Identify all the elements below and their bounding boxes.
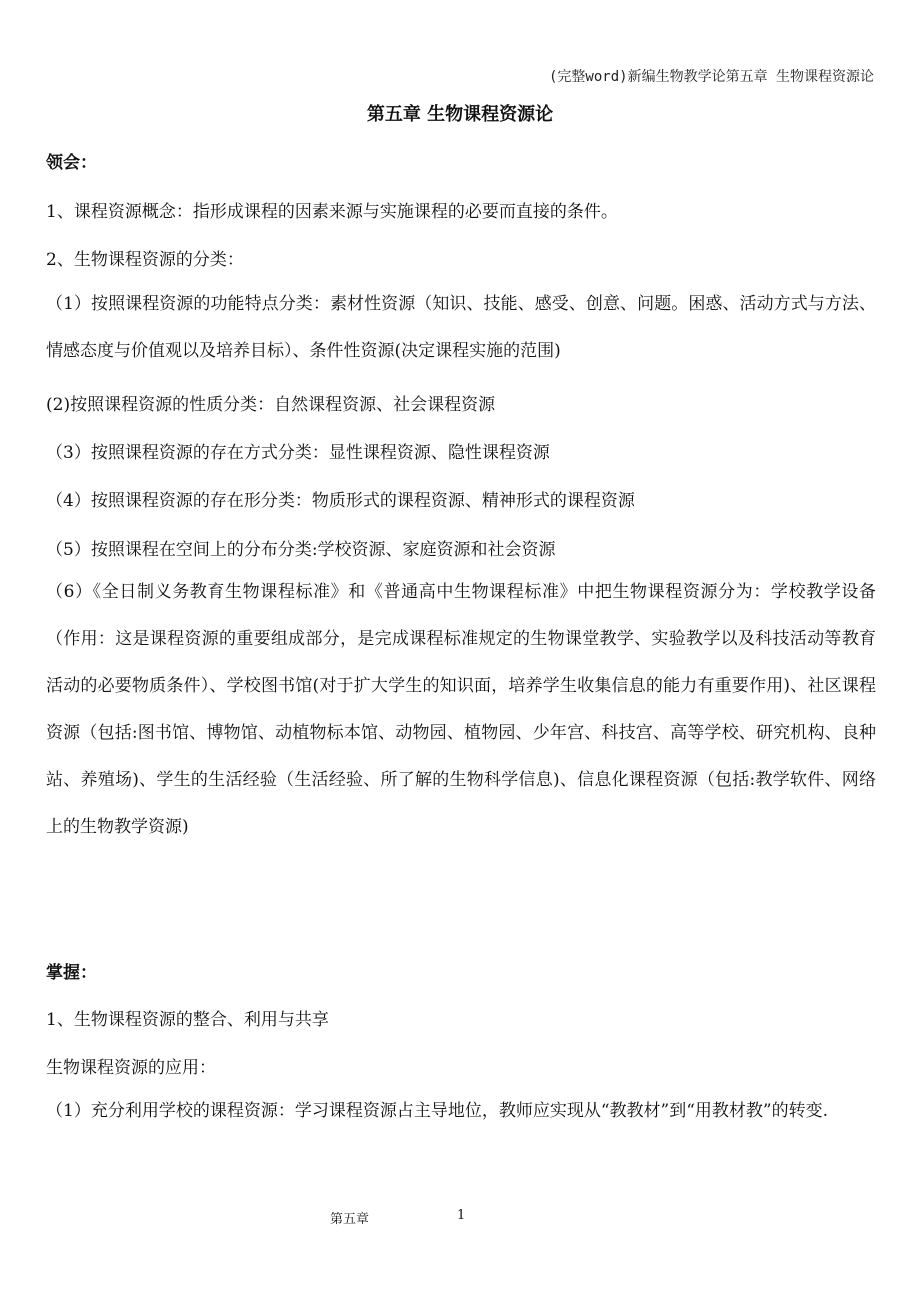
item-integration: 1、生物课程资源的整合、利用与共享	[46, 1010, 329, 1030]
paragraph-curriculum-standard: （6）《全日制义务教育生物课程标准》和《普通高中生物课程标准》中把生物课程资源分为：学校教学设备（作用：这是课程资源的重要组成部分，是完成课程标准规定的生物课堂教学、实验教学以及科技活动等教育活动的必要物质条件）、学校图书馆(对于扩大学生的知识面，培养学生收集信息的能力有重要作用)、社区课程资源（包括:图书馆、博物馆、动植物标本馆、动物园、植物园、少年宫、科技宫、高等学校、研究机构、良种站、养殖场)、学生的生活经验（生活经验、所了解的生物科学信息)、信息化课程资源（包括:教学软件、网络上的生物教学资源)	[46, 582, 876, 837]
item-concept: 1、课程资源概念：指形成课程的因素来源与实施课程的必要而直接的条件。	[46, 202, 618, 222]
subheading-application: 生物课程资源的应用：	[46, 1058, 216, 1078]
paragraph-nature-classification: (2)按照课程资源的性质分类：自然课程资源、社会课程资源	[46, 395, 496, 415]
footer-chapter: 第五章	[330, 1212, 370, 1227]
section-heading-understand: 领会：	[46, 153, 97, 173]
paragraph-existence-form-classification: （4）按照课程资源的存在形分类：物质形式的课程资源、精神形式的课程资源	[46, 491, 635, 511]
paragraph-existence-mode-classification: （3）按照课程资源的存在方式分类：显性课程资源、隐性课程资源	[46, 443, 550, 463]
section-heading-master: 掌握：	[46, 963, 97, 983]
page-title: 第五章 生物课程资源论	[366, 104, 554, 125]
item-classification: 2、生物课程资源的分类：	[46, 250, 244, 270]
paragraph-space-classification: （5）按照课程在空间上的分布分类:学校资源、家庭资源和社会资源	[46, 540, 556, 560]
footer-page-number: 1	[457, 1208, 466, 1223]
paragraph-function-classification: （1）按照课程资源的功能特点分类：素材性资源（知识、技能、感受、创意、问题。困惑、活动方式与方法、情感态度与价值观以及培养目标）、条件性资源(决定课程实施的范围)	[46, 294, 876, 361]
paragraph-school-resources: （1）充分利用学校的课程资源：学习课程资源占主导地位，教师应实现从“教教材”到“用教材教”的转变.	[46, 1101, 828, 1121]
running-header: (完整word)新编生物教学论第五章 生物课程资源论	[549, 69, 874, 85]
